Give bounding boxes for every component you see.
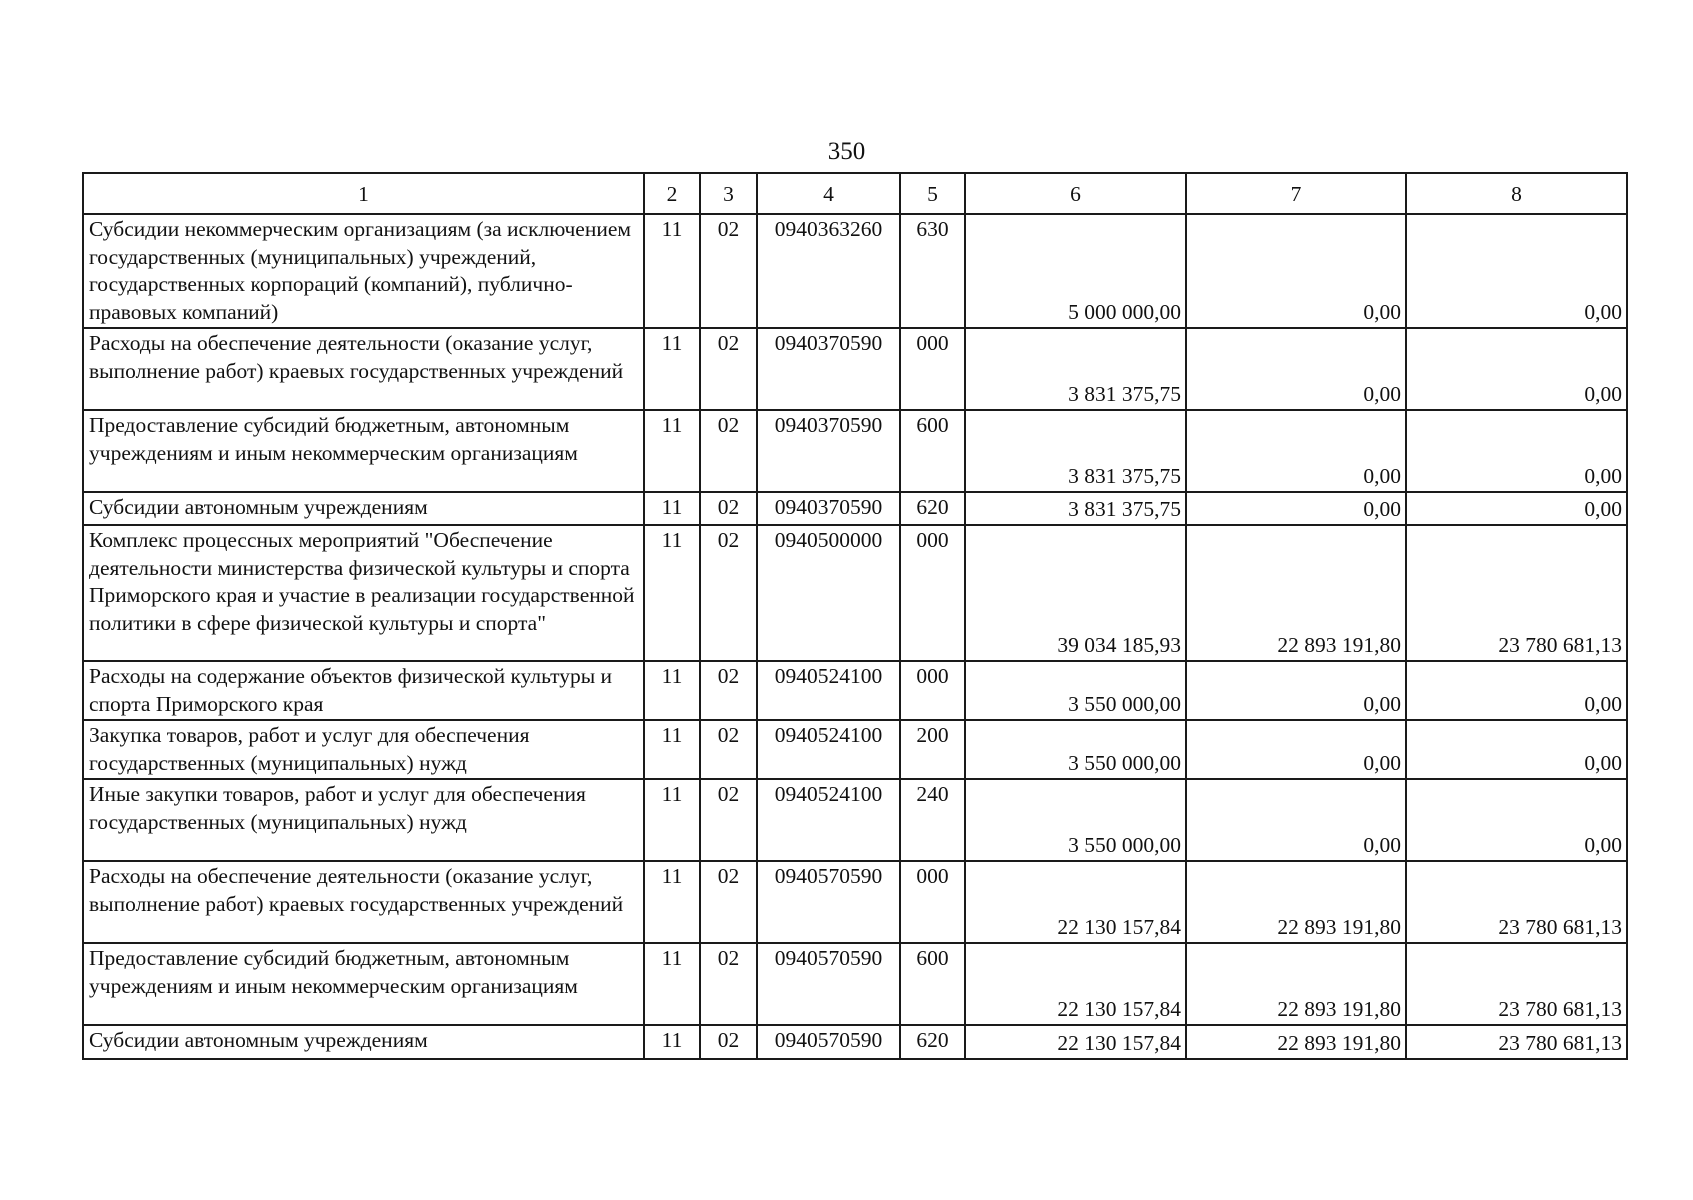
expense-type-code: 620: [900, 492, 965, 525]
subsection-code: 02: [700, 1025, 757, 1059]
table-row: [83, 328, 1627, 410]
target-article-code: 0940570590: [757, 1025, 900, 1059]
amount-col-7: 0,00: [1186, 720, 1406, 779]
amount-col-8: 23 780 681,13: [1406, 525, 1627, 661]
amount-col-6: 22 130 157,84: [965, 861, 1186, 943]
subsection-code: 02: [700, 525, 757, 661]
amount-col-8: 0,00: [1406, 492, 1627, 525]
subsection-code: 02: [700, 943, 757, 1025]
section-code: 11: [644, 720, 700, 779]
subsection-code: 02: [700, 214, 757, 328]
amount-col-8: 0,00: [1406, 214, 1627, 328]
page-number: 350: [827, 138, 866, 165]
amount-col-6: 3 550 000,00: [965, 779, 1186, 861]
amount-col-8: 23 780 681,13: [1406, 943, 1627, 1025]
header-row: [83, 173, 1627, 214]
section-code: 11: [644, 525, 700, 661]
expense-type-code: 200: [900, 720, 965, 779]
row-name: Предоставление субсидий бюджетным, автономным учреждениям и иным некоммерческим организациям: [83, 410, 644, 492]
expense-type-code: 600: [900, 943, 965, 1025]
header-cell-3: 3: [700, 173, 757, 214]
amount-col-6: 3 831 375,75: [965, 492, 1186, 525]
target-article-code: 0940570590: [757, 861, 900, 943]
amount-col-6: 5 000 000,00: [965, 214, 1186, 328]
amount-col-8: 23 780 681,13: [1406, 1025, 1627, 1059]
target-article-code: 0940363260: [757, 214, 900, 328]
amount-col-7: 0,00: [1186, 410, 1406, 492]
expense-type-code: 000: [900, 861, 965, 943]
subsection-code: 02: [700, 328, 757, 410]
section-code: 11: [644, 410, 700, 492]
amount-col-8: 0,00: [1406, 328, 1627, 410]
expense-type-code: 000: [900, 661, 965, 720]
expense-type-code: 630: [900, 214, 965, 328]
table-row: [83, 661, 1627, 720]
section-code: 11: [644, 943, 700, 1025]
subsection-code: 02: [700, 410, 757, 492]
row-name: Закупка товаров, работ и услуг для обеспечения государственных (муниципальных) нужд: [83, 720, 644, 779]
section-code: 11: [644, 661, 700, 720]
subsection-code: 02: [700, 492, 757, 525]
table-row: [83, 410, 1627, 492]
header-cell-1: 1: [83, 173, 644, 214]
header-cell-5: 5: [900, 173, 965, 214]
section-code: 11: [644, 214, 700, 328]
row-name: Иные закупки товаров, работ и услуг для обеспечения государственных (муниципальных) нужд: [83, 779, 644, 861]
row-name: Субсидии автономным учреждениям: [83, 1025, 644, 1059]
table-body: [83, 214, 1627, 1059]
table-row: [83, 779, 1627, 861]
row-name: Предоставление субсидий бюджетным, автономным учреждениям и иным некоммерческим организациям: [83, 943, 644, 1025]
expense-type-code: 000: [900, 328, 965, 410]
amount-col-8: 0,00: [1406, 410, 1627, 492]
row-name: Субсидии автономным учреждениям: [83, 492, 644, 525]
expense-type-code: 240: [900, 779, 965, 861]
table-row: [83, 943, 1627, 1025]
header-cell-4: 4: [757, 173, 900, 214]
row-name: Субсидии некоммерческим организациям (за исключением государственных (муниципальных) учреждений, государственных корпораций (компаний), публично-правовых компаний): [83, 214, 644, 328]
subsection-code: 02: [700, 720, 757, 779]
header-cell-2: 2: [644, 173, 700, 214]
table-row: [83, 861, 1627, 943]
target-article-code: 0940524100: [757, 661, 900, 720]
target-article-code: 0940570590: [757, 943, 900, 1025]
expense-type-code: 620: [900, 1025, 965, 1059]
amount-col-8: 23 780 681,13: [1406, 861, 1627, 943]
section-code: 11: [644, 1025, 700, 1059]
target-article-code: 0940370590: [757, 328, 900, 410]
target-article-code: 0940500000: [757, 525, 900, 661]
amount-col-7: 0,00: [1186, 661, 1406, 720]
table-row: [83, 720, 1627, 779]
section-code: 11: [644, 779, 700, 861]
table-row: [83, 525, 1627, 661]
amount-col-7: 0,00: [1186, 492, 1406, 525]
budget-table: [82, 172, 1628, 1060]
amount-col-8: 0,00: [1406, 720, 1627, 779]
subsection-code: 02: [700, 861, 757, 943]
expense-type-code: 000: [900, 525, 965, 661]
amount-col-6: 3 831 375,75: [965, 410, 1186, 492]
amount-col-8: 0,00: [1406, 661, 1627, 720]
table-row: [83, 492, 1627, 525]
row-name: Расходы на обеспечение деятельности (оказание услуг, выполнение работ) краевых государственных учреждений: [83, 328, 644, 410]
row-name: Комплекс процессных мероприятий "Обеспечение деятельности министерства физической культуры и спорта Приморского края и участие в реализации государственной политики в сфере физической культуры и спорта": [83, 525, 644, 661]
section-code: 11: [644, 328, 700, 410]
target-article-code: 0940524100: [757, 720, 900, 779]
amount-col-7: 0,00: [1186, 328, 1406, 410]
section-code: 11: [644, 492, 700, 525]
target-article-code: 0940524100: [757, 779, 900, 861]
amount-col-7: 0,00: [1186, 214, 1406, 328]
amount-col-6: 22 130 157,84: [965, 943, 1186, 1025]
section-code: 11: [644, 861, 700, 943]
amount-col-7: 0,00: [1186, 779, 1406, 861]
header-cell-6: 6: [965, 173, 1186, 214]
row-name: Расходы на содержание объектов физической культуры и спорта Приморского края: [83, 661, 644, 720]
amount-col-7: 22 893 191,80: [1186, 861, 1406, 943]
table-header: [83, 173, 1627, 214]
amount-col-7: 22 893 191,80: [1186, 1025, 1406, 1059]
amount-col-6: 3 831 375,75: [965, 328, 1186, 410]
amount-col-6: 3 550 000,00: [965, 661, 1186, 720]
header-cell-8: 8: [1406, 173, 1627, 214]
header-cell-7: 7: [1186, 173, 1406, 214]
amount-col-7: 22 893 191,80: [1186, 943, 1406, 1025]
amount-col-6: 3 550 000,00: [965, 720, 1186, 779]
table-row: [83, 1025, 1627, 1059]
subsection-code: 02: [700, 779, 757, 861]
expense-type-code: 600: [900, 410, 965, 492]
amount-col-6: 22 130 157,84: [965, 1025, 1186, 1059]
row-name: Расходы на обеспечение деятельности (оказание услуг, выполнение работ) краевых государственных учреждений: [83, 861, 644, 943]
amount-col-8: 0,00: [1406, 779, 1627, 861]
target-article-code: 0940370590: [757, 492, 900, 525]
target-article-code: 0940370590: [757, 410, 900, 492]
amount-col-6: 39 034 185,93: [965, 525, 1186, 661]
amount-col-7: 22 893 191,80: [1186, 525, 1406, 661]
table-row: [83, 214, 1627, 328]
subsection-code: 02: [700, 661, 757, 720]
